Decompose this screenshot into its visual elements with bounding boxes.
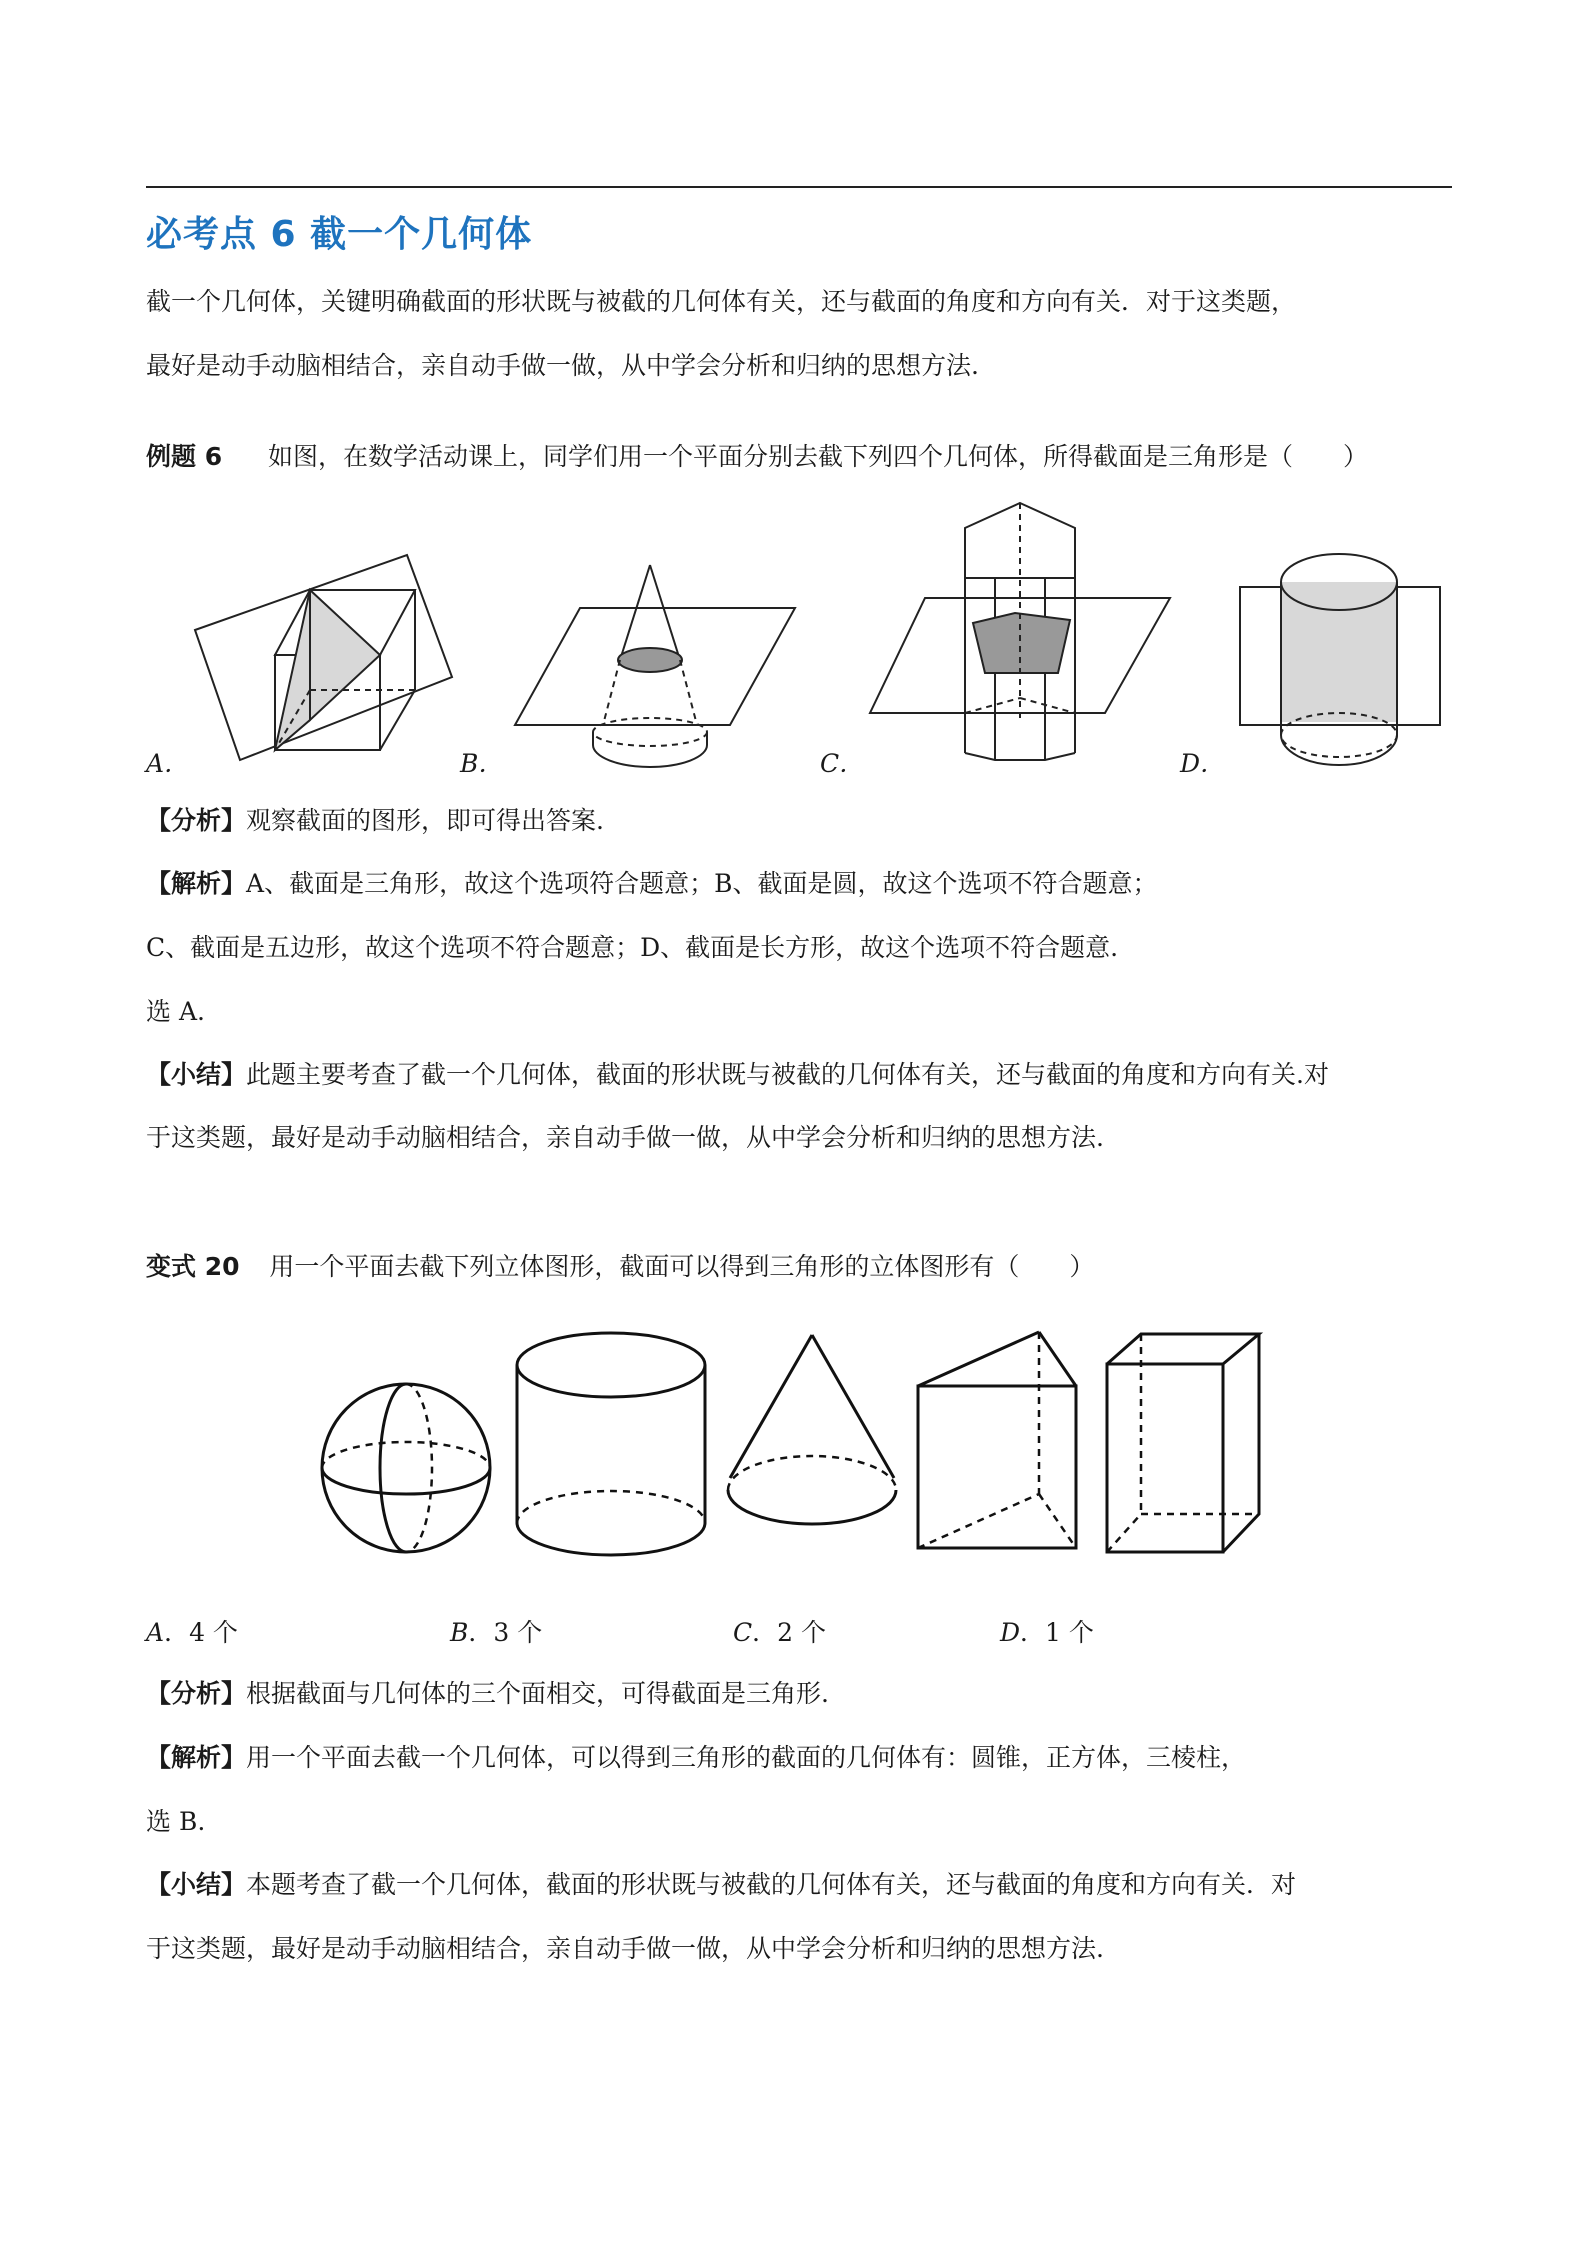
figure-triangular-prism <box>914 1322 1082 1552</box>
example6-summary-1: 此题主要考查了截一个几何体，截面的形状既与被截的几何体有关，还与截面的角度和方向有关.对 <box>246 1060 1329 1089</box>
figure-cuboid <box>1103 1330 1263 1560</box>
variant20-summary-1: 本题考查了截一个几何体，截面的形状既与被截的几何体有关，还与截面的角度和方向有关．对 <box>246 1870 1297 1899</box>
example6-option-c: C． <box>820 749 865 778</box>
example6-summary-line-1 <box>146 1057 1329 1093</box>
figure-c-prism-section <box>865 498 1175 768</box>
top-rule <box>146 186 1452 188</box>
variant20-solution-line <box>146 1740 1246 1776</box>
variant20-option-d: D．1 个 <box>1000 1618 1094 1647</box>
variant20-option-c: C．2 个 <box>733 1618 826 1647</box>
example6-question-line <box>146 439 1368 475</box>
example6-label: 例题 6 <box>146 442 223 471</box>
variant20-analysis-label: 【分析】 <box>146 1679 247 1708</box>
example6-analysis: 观察截面的图形，即可得出答案. <box>246 806 604 835</box>
figure-d-cylinder-section <box>1235 545 1445 770</box>
variant20-option-a: A．4 个 <box>146 1618 238 1647</box>
example6-option-b: B． <box>460 749 504 778</box>
figure-sphere <box>318 1380 494 1556</box>
variant20-analysis: 根据截面与几何体的三个面相交，可得截面是三角形. <box>246 1679 829 1708</box>
example6-analysis-line <box>146 803 604 839</box>
example6-analysis-label: 【分析】 <box>146 806 247 835</box>
figure-b-cone-section <box>510 560 810 770</box>
example6-summary-label: 【小结】 <box>146 1060 247 1089</box>
figure-a-cube-section <box>190 545 470 775</box>
example6-solution-line-1 <box>146 866 1157 902</box>
example6-option-d: D． <box>1180 749 1226 778</box>
variant20-summary-label: 【小结】 <box>146 1870 247 1899</box>
figure-cylinder <box>513 1330 709 1560</box>
variant20-summary-line-2: 于这类题，最好是动手动脑相结合，亲自动手做一做，从中学会分析和归纳的思想方法. <box>146 1934 1104 1963</box>
variant20-analysis-line <box>146 1676 829 1712</box>
figure-cone <box>722 1330 902 1560</box>
variant20-label: 变式 20 <box>146 1252 240 1281</box>
intro-line-1: 截一个几何体，关键明确截面的形状既与被截的几何体有关，还与截面的角度和方向有关．对于这类题， <box>146 287 1297 316</box>
example6-summary-line-2: 于这类题，最好是动手动脑相结合，亲自动手做一做，从中学会分析和归纳的思想方法. <box>146 1123 1104 1152</box>
variant20-question-line <box>146 1249 1094 1285</box>
variant20-summary-line-1 <box>146 1867 1296 1903</box>
example6-solution-line-2: C、截面是五边形，故这个选项不符合题意；D、截面是长方形，故这个选项不符合题意. <box>146 933 1119 962</box>
section-heading: 必考点 6 截一个几何体 <box>146 214 533 255</box>
variant20-choice: 选 B. <box>146 1807 206 1836</box>
example6-solution-1: A、截面是三角形，故这个选项符合题意；B、截面是圆，故这个选项不符合题意； <box>246 869 1158 898</box>
example6-choice: 选 A. <box>146 997 205 1026</box>
variant20-solution: 用一个平面去截一个几何体，可以得到三角形的截面的几何体有：圆锥，正方体，三棱柱， <box>246 1743 1247 1772</box>
example6-question: 如图，在数学活动课上，同学们用一个平面分别去截下列四个几何体，所得截面是三角形是（ ） <box>268 442 1369 471</box>
variant20-option-b: B．3 个 <box>450 1618 543 1647</box>
variant20-solution-label: 【解析】 <box>146 1743 247 1772</box>
intro-line-2: 最好是动手动脑相结合，亲自动手做一做，从中学会分析和归纳的思想方法. <box>146 351 979 380</box>
variant20-question: 用一个平面去截下列立体图形，截面可以得到三角形的立体图形有（ ） <box>269 1252 1095 1281</box>
example6-solution-label: 【解析】 <box>146 869 247 898</box>
example6-option-a: A． <box>146 749 190 778</box>
